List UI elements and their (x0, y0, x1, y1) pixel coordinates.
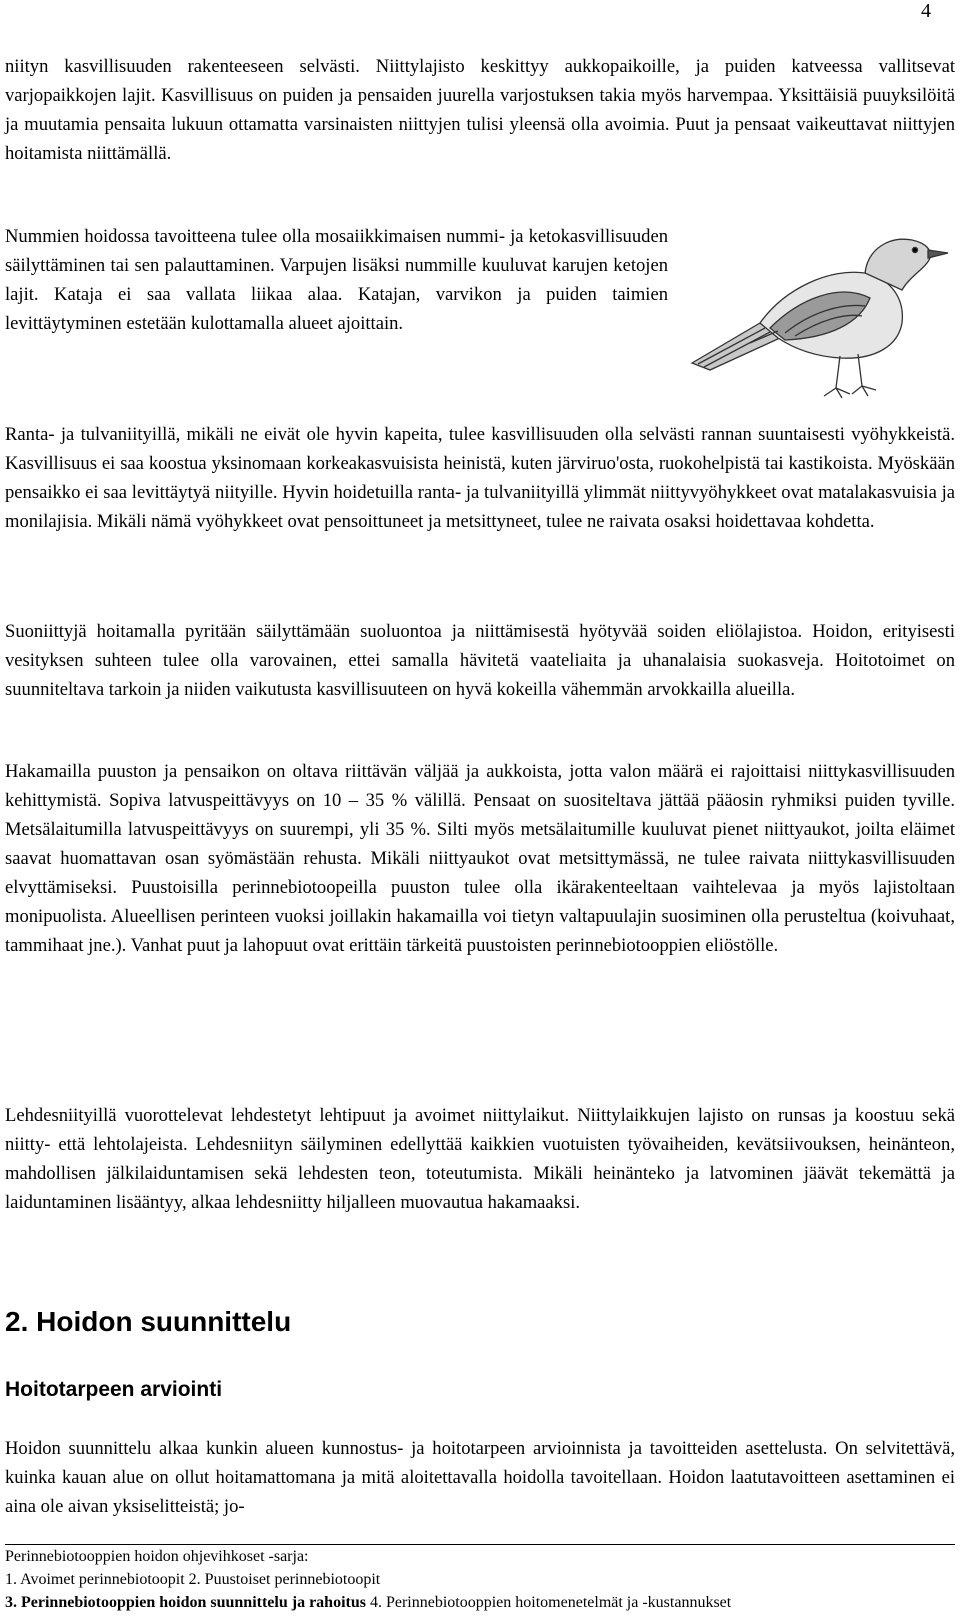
subheading: Hoitotarpeen arviointi (5, 1378, 223, 1401)
paragraph-coppiced-meadows: Lehdesniityillä vuorottelevat lehdestetyt lehtipuut ja avoimet niittylaikut. Niittylaikkujen lajisto on runsas ja koostuu sekä niitty- että lehtolajeista. Lehdesniityn säilyminen edellyttää kaikkien vuotuisten työvaiheiden, kevätsiivouksen, heinänteon, mahdollisen jälkilaiduntamisen sekä lehdesten teon, toteutumista. Mikäli heinänteko ja latvominen jäävät tekemättä ja laiduntaminen lisääntyy, alkaa lehdesniitty hiljalleen muovautua hakamaaksi. (5, 1105, 955, 1213)
paragraph-fen-meadows: Suoniittyjä hoitamalla pyritään säilyttämään suoluontoa ja niittämisestä hyötyvää soiden eliölajistoa. Hoidon, erityisesti vesityksen suhteen tulee olla varovainen, ettei samalla hävitetä vaateliaita ja uhanalaisia suokasveja. Hoitotoimet on suunniteltava tarkoin ja niiden vaikutusta kasvillisuuteen on hyvä kokeilla vähemmän arvokkailla alueilla. (5, 621, 955, 700)
footer-series-title: Perinnebiotooppien hoidon ohjevihkoset -sarja: (5, 1548, 309, 1565)
footer-series-line-1: 1. Avoimet perinnebiotoopit 2. Puustoiset perinnebiotoopit (5, 1571, 381, 1588)
bird-illustration (690, 228, 950, 403)
paragraph-heath-management: Nummien hoidossa tavoitteena tulee olla mosaiikkimaisen nummi- ja ketokasvillisuuden säilyttäminen tai sen palauttaminen. Varpujen lisäksi nummille kuuluvat karujen ketojen lajit. Kataja ei saa vallata liikaa alaa. Katajan, varvikon ja puiden taimien levittäytyminen estetään kulottamalla alueet ajoittain. (5, 226, 668, 334)
paragraph-meadow-structure: niityn kasvillisuuden rakenteeseen selvästi. Niittylajisto keskittyy aukkopaikoille, ja puiden katveessa vallitsevat varjopaikkojen lajit. Kasvillisuus on puiden ja pensaiden juurella varjostuksen takia myös harvempaa. Yksittäisiä puuyksilöitä ja muutamia pensaita lukuun ottamatta varsinaisten niittyjen tulisi yleensä olla avoimia. Puut ja pensaat vaikeuttavat niittyjen hoitamista niittämällä. (5, 56, 955, 164)
paragraph-shore-meadows: Ranta- ja tulvaniityillä, mikäli ne eivät ole hyvin kapeita, tulee kasvillisuuden olla selvästi rannan suuntaisesti vyöhykkeistä. Kasvillisuus ei saa koostua yksinomaan korkeakasvuisista heinistä, kuten järviruo'osta, ruokohelpistä tai kastikoista. Myöskään pensaikko ei saa levittäytyä niityille. Hyvin hoidetuilla ranta- ja tulvaniityillä ylimmät niittyvyöhykkeet ovat matalakasvuisia ja monilajisia. Mikäli nämä vyöhykkeet ovat pensoittuneet ja metsittyneet, tulee ne raivata osaksi hoidettavaa kohdetta. (5, 424, 955, 532)
footer-series-line-2 (5, 1591, 955, 1614)
page-footer (5, 1544, 955, 1614)
page-number: 4 (921, 0, 931, 22)
footer-current-booklet: 3. Perinnebiotooppien hoidon suunnittelu ja rahoitus (5, 1594, 366, 1611)
footer-other-booklet: 4. Perinnebiotooppien hoitomenetelmät ja -kustannukset (365, 1594, 732, 1611)
paragraph-wooded-pastures: Hakamailla puuston ja pensaikon on oltava riittävän väljää ja aukkoista, jotta valon määrä ei rajoittaisi niittykasvillisuuden kehittymistä. Sopiva latvuspeittävyys on 10 – 35 % välillä. Pensaat on suositeltava jättää pääosin ryhmiksi puiden tyville. Metsälaitumilla latvuspeittävyys on suurempi, yli 35 %. Silti myös metsälaitumille kuuluvat pienet niittyaukot, joilta eläimet saavat huomattavan osan syömästään rehusta. Mikäli niittyaukot ovat metsittymässä, ne tulee raivata niittykasvillisuuden elvyttämiseksi. Puustoisilla perinnebiotoopeilla puuston tulee olla ikärakenteeltaan vaihtelevaa ja myös lajistoltaan monipuolista. Alueellisen perinteen vuoksi joillakin hakamailla voi tietyn valtapuulajin suosiminen olla perusteltua (koivuhaat, tammihaat jne.). Vanhat puut ja lahopuut ovat erittäin tärkeitä puustoisten perinnebiotooppien eliöstölle. (5, 761, 955, 956)
section-heading: 2. Hoidon suunnittelu (5, 1306, 292, 1337)
paragraph-planning-intro: Hoidon suunnittelu alkaa kunkin alueen kunnostus- ja hoitotarpeen arvioinnista ja tavoitteiden asettelusta. On selvitettävä, kuinka kauan alue on ollut hoitamattomana ja mitä aloitettavalla hoidolla tavoitellaan. Hoidon laatutavoitteen asettaminen ei aina ole aivan yksiselitteistä; jo- (5, 1438, 955, 1517)
